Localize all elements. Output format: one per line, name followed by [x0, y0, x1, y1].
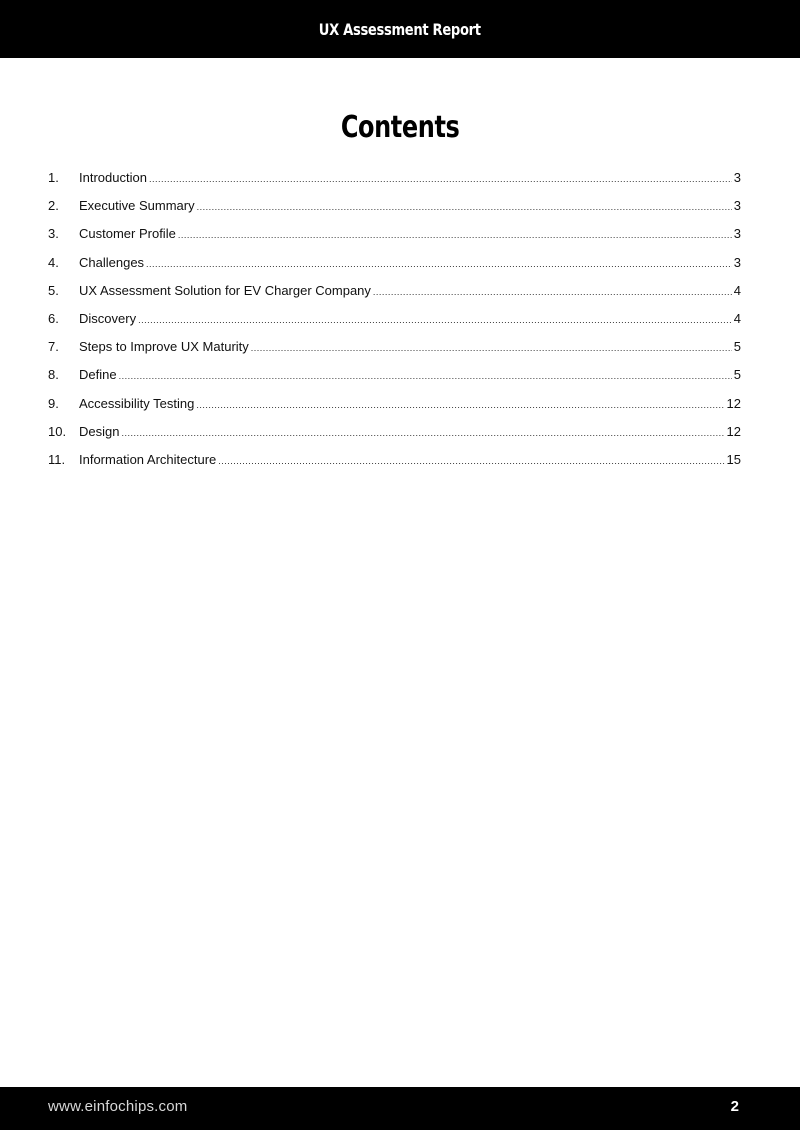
- toc-entry-label: Information Architecture: [79, 451, 217, 467]
- table-of-contents: [48, 170, 741, 480]
- contents-heading: [0, 110, 800, 145]
- toc-entry-page: 3: [733, 226, 741, 242]
- toc-entry-number: 9.: [48, 395, 59, 411]
- toc-entry-page: 12: [726, 423, 741, 439]
- toc-entry-number: 4.: [48, 254, 59, 270]
- toc-entry-label: Define: [79, 367, 117, 383]
- toc-dot-leader: [196, 400, 724, 410]
- toc-entry-executive-summary[interactable]: [48, 198, 741, 226]
- toc-entry-label: Challenges: [79, 254, 145, 270]
- toc-entry-challenges[interactable]: [48, 255, 741, 283]
- toc-entry-number: 1.: [48, 170, 59, 185]
- toc-dot-leader: [251, 343, 732, 353]
- toc-entry-page: 3: [733, 254, 741, 270]
- toc-entry-number: 6.: [48, 310, 59, 326]
- toc-entry-page: 4: [733, 282, 741, 298]
- toc-entry-number: 8.: [48, 367, 59, 383]
- toc-entry-page: 5: [733, 339, 741, 355]
- toc-entry-accessibility-testing[interactable]: [48, 396, 741, 424]
- toc-entry-number: 11.: [48, 451, 66, 467]
- toc-entry-ux-assessment-solution[interactable]: [48, 283, 741, 311]
- toc-entry-number: 7.: [48, 339, 59, 355]
- toc-entry-page: 12: [726, 395, 741, 411]
- toc-entry-number: 10.: [48, 423, 67, 439]
- toc-entry-page: 5: [733, 367, 741, 383]
- report-title: UX Assessment Report: [319, 19, 481, 39]
- toc-entry-page: 15: [726, 451, 741, 467]
- toc-entry-label: UX Assessment Solution for EV Charger Company: [79, 282, 371, 298]
- toc-entry-discovery[interactable]: [48, 311, 741, 339]
- toc-entry-number: 3.: [48, 226, 59, 242]
- toc-dot-leader: [373, 287, 732, 297]
- footer-page-number: 2: [730, 1098, 739, 1115]
- toc-entry-define[interactable]: [48, 367, 741, 395]
- footer-bar: [0, 1087, 800, 1130]
- contents-heading-text: Contents: [340, 110, 460, 145]
- toc-entry-design[interactable]: [48, 424, 741, 452]
- toc-entry-page: 3: [733, 198, 741, 214]
- toc-entry-number: 5.: [48, 282, 59, 298]
- toc-entry-label: Executive Summary: [79, 198, 195, 214]
- toc-entry-introduction[interactable]: [48, 170, 741, 198]
- toc-entry-label: Customer Profile: [79, 226, 176, 242]
- toc-dot-leader: [138, 315, 732, 325]
- toc-entry-steps-to-improve[interactable]: [48, 339, 741, 367]
- toc-entry-page: 4: [733, 310, 741, 326]
- toc-entry-label: Discovery: [79, 310, 137, 326]
- toc-entry-label: Introduction: [79, 170, 147, 185]
- toc-entry-customer-profile[interactable]: [48, 226, 741, 254]
- toc-entry-page: 3: [733, 170, 741, 185]
- toc-dot-leader: [119, 371, 732, 381]
- toc-entry-label: Accessibility Testing: [79, 395, 195, 411]
- toc-entry-label: Design: [79, 423, 120, 439]
- toc-dot-leader: [218, 456, 724, 466]
- toc-entry-information-architecture[interactable]: [48, 452, 741, 480]
- toc-dot-leader: [197, 202, 732, 212]
- toc-dot-leader: [149, 174, 732, 184]
- header-bar: [0, 0, 800, 58]
- toc-dot-leader: [146, 259, 732, 269]
- toc-dot-leader: [121, 428, 724, 438]
- footer-website-link[interactable]: www.einfochips.com: [48, 1098, 188, 1115]
- toc-entry-number: 2.: [48, 198, 59, 214]
- toc-dot-leader: [178, 230, 732, 240]
- toc-entry-label: Steps to Improve UX Maturity: [79, 339, 249, 355]
